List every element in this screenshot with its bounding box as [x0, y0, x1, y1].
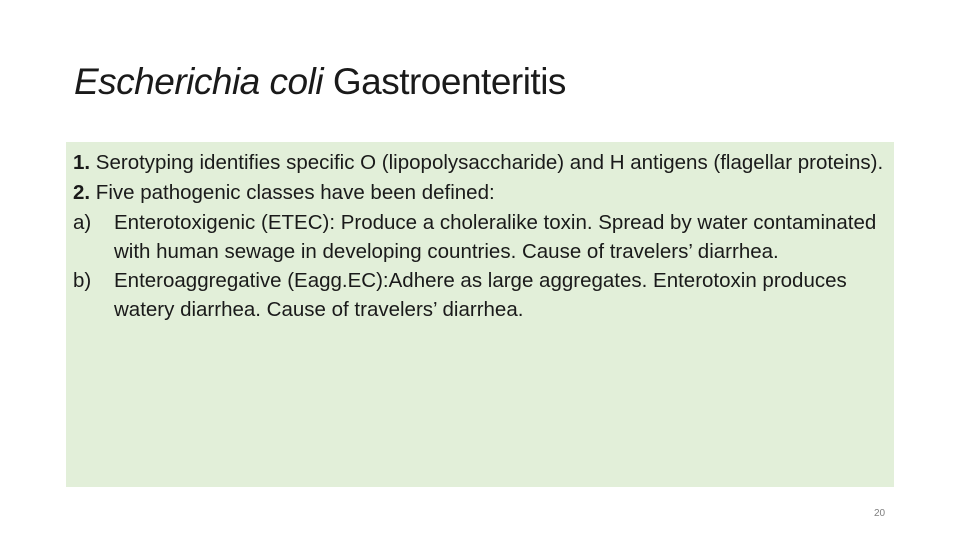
list-item-b-marker: b) — [73, 269, 92, 292]
paragraph-2 — [73, 178, 886, 207]
title-italic-part: Escherichia coli — [74, 61, 324, 102]
list-item-a-marker: a) — [73, 211, 92, 234]
page-number: 20 — [874, 508, 886, 519]
paragraph-1 — [73, 148, 886, 177]
slide-title — [74, 58, 566, 106]
list-item-b — [73, 266, 886, 324]
paragraph-1-number: 1. — [73, 151, 91, 174]
content-box — [66, 142, 894, 487]
paragraph-2-number: 2. — [73, 181, 91, 204]
list-item-b-text: Enteroaggregative (Eagg.EC):Adhere as large aggregates. Enterotoxin produces watery diarrhea. Cause of travelers’ diarrhea. — [114, 269, 847, 321]
paragraph-2-text: Five pathogenic classes have been defined: — [90, 181, 495, 204]
list-item-a-text: Enterotoxigenic (ETEC): Produce a choleralike toxin. Spread by water contaminated with human sewage in developing countries. Cause of travelers’ diarrhea. — [114, 211, 877, 263]
title-rest-part: Gastroenteritis — [323, 61, 566, 102]
paragraph-1-text: Serotyping identifies specific O (lipopolysaccharide) and H antigens (flagellar proteins). — [90, 151, 884, 174]
list-item-a — [73, 208, 886, 266]
